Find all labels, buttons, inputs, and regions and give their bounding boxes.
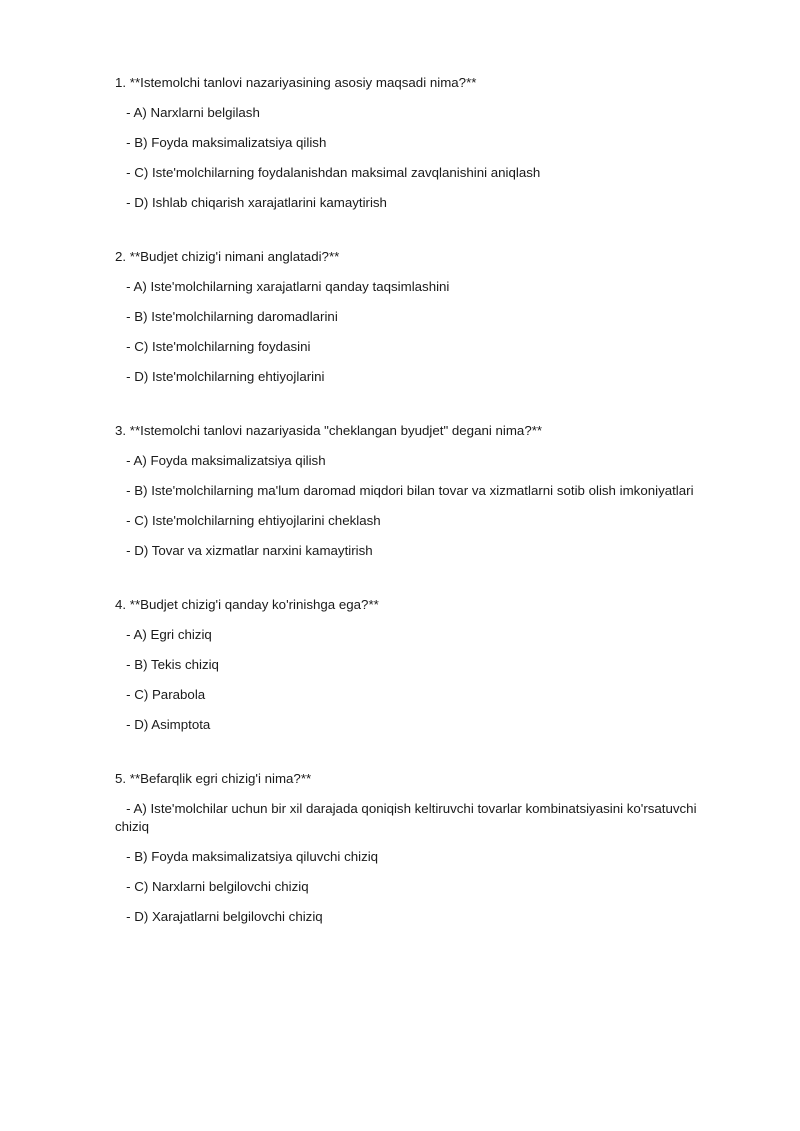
- document-body: [115, 74, 720, 950]
- answer-option-d: - D) Ishlab chiqarish xarajatlarini kamaytirish: [115, 195, 387, 210]
- answer-option-d: - D) Tovar va xizmatlar narxini kamaytirish: [115, 543, 373, 558]
- answer-option-d: - D) Iste'molchilarning ehtiyojlarini: [115, 369, 325, 384]
- answer-option-c: - C) Parabola: [115, 687, 206, 702]
- answer-option-a: - A) Iste'molchilar uchun bir xil darajada qoniqish keltiruvchi tovarlar kombinatsiyasini ko'rsatuvchi chiziq: [115, 801, 701, 834]
- answer-option-b: - B) Tekis chiziq: [115, 657, 219, 672]
- answer-option-a: - A) Egri chiziq: [115, 627, 212, 642]
- answer-option-c: - C) Narxlarni belgilovchi chiziq: [115, 879, 309, 894]
- answer-option-b: - B) Iste'molchilarning ma'lum daromad miqdori bilan tovar va xizmatlarni sotib olish imkoniyatlari: [115, 483, 694, 498]
- question-5: [115, 770, 720, 926]
- question-title: 2. **Budjet chizig'i nimani anglatadi?**: [115, 249, 340, 264]
- answer-option-d: - D) Asimptota: [115, 717, 211, 732]
- question-title: 1. **Istemolchi tanlovi nazariyasining asosiy maqsadi nima?**: [115, 75, 477, 90]
- answer-option-c: - C) Iste'molchilarning foydasini: [115, 339, 311, 354]
- question-3: [115, 422, 720, 560]
- answer-option-b: - B) Foyda maksimalizatsiya qiluvchi chiziq: [115, 849, 379, 864]
- question-title: 3. **Istemolchi tanlovi nazariyasida "cheklangan byudjet" degani nima?**: [115, 423, 543, 438]
- question-2: [115, 248, 720, 386]
- question-title: 5. **Befarqlik egri chizig'i nima?**: [115, 771, 312, 786]
- answer-option-a: - A) Iste'molchilarning xarajatlarni qanday taqsimlashini: [115, 279, 450, 294]
- answer-option-a: - A) Foyda maksimalizatsiya qilish: [115, 453, 326, 468]
- question-1: [115, 74, 720, 212]
- question-4: [115, 596, 720, 734]
- answer-option-a: - A) Narxlarni belgilash: [115, 105, 260, 120]
- answer-option-d: - D) Xarajatlarni belgilovchi chiziq: [115, 909, 323, 924]
- answer-option-b: - B) Iste'molchilarning daromadlarini: [115, 309, 338, 324]
- answer-option-b: - B) Foyda maksimalizatsiya qilish: [115, 135, 327, 150]
- question-title: 4. **Budjet chizig'i qanday ko'rinishga ega?**: [115, 597, 379, 612]
- answer-option-c: - C) Iste'molchilarning ehtiyojlarini cheklash: [115, 513, 381, 528]
- answer-option-c: - C) Iste'molchilarning foydalanishdan maksimal zavqlanishini aniqlash: [115, 165, 541, 180]
